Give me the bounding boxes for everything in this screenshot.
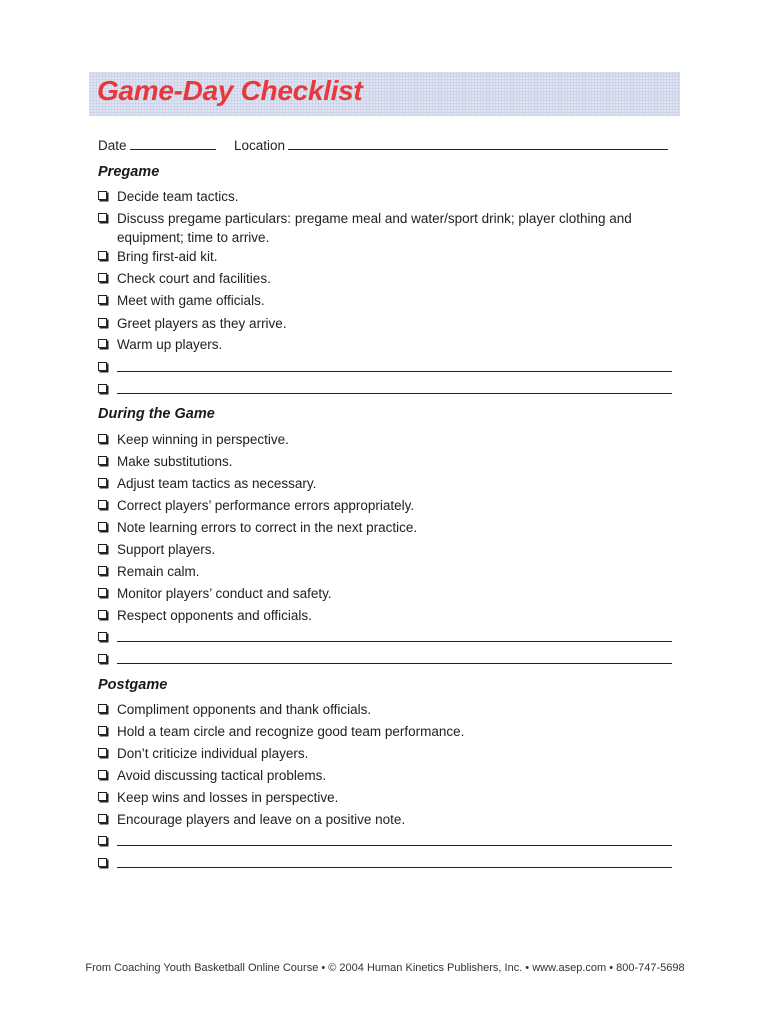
item-text: Hold a team circle and recognize good team performance. — [117, 724, 465, 739]
checkbox-icon[interactable] — [98, 295, 107, 304]
checkbox-icon[interactable] — [98, 748, 107, 757]
checkbox-icon[interactable] — [98, 610, 107, 619]
checkbox-icon[interactable] — [98, 273, 107, 282]
blank-line[interactable] — [117, 628, 672, 642]
checkbox-icon[interactable] — [98, 770, 107, 779]
blank-line[interactable] — [117, 854, 672, 868]
checkbox-icon[interactable] — [98, 456, 107, 465]
item-text: Note learning errors to correct in the next practice. — [117, 520, 418, 535]
checklist-item[interactable] — [98, 744, 674, 763]
item-text: Discuss pregame particulars: pregame meal and water/sport drink; player clothing and equipment; time to arrive. — [117, 211, 632, 245]
checkbox-icon[interactable] — [98, 500, 107, 509]
title-banner — [89, 72, 680, 116]
checklist-item[interactable] — [98, 187, 674, 206]
item-text: Warm up players. — [117, 337, 223, 352]
checklist-item[interactable] — [98, 452, 674, 471]
blank-checklist-item[interactable] — [98, 380, 674, 394]
item-text: Decide team tactics. — [117, 189, 239, 204]
date-blank-line[interactable] — [130, 137, 216, 150]
checklist-item[interactable] — [98, 430, 674, 449]
item-text: Keep winning in perspective. — [117, 432, 289, 447]
checkbox-icon[interactable] — [98, 478, 107, 487]
blank-line[interactable] — [117, 358, 672, 372]
checkbox-icon[interactable] — [98, 814, 107, 823]
item-text: Encourage players and leave on a positive note. — [117, 812, 406, 827]
checkbox-icon[interactable] — [98, 704, 107, 713]
item-text: Remain calm. — [117, 564, 200, 579]
checkbox-icon[interactable] — [98, 362, 107, 371]
checkbox-icon[interactable] — [98, 632, 107, 641]
checklist-item[interactable] — [98, 584, 674, 603]
item-text: Avoid discussing tactical problems. — [117, 768, 327, 783]
checklist-item[interactable] — [98, 788, 674, 807]
blank-checklist-item[interactable] — [98, 628, 674, 642]
checklist-item[interactable] — [98, 766, 674, 785]
header-fields — [98, 137, 673, 155]
checklist-item[interactable] — [98, 314, 674, 333]
location-label: Location — [234, 138, 286, 153]
checkbox-icon[interactable] — [98, 384, 107, 393]
section-heading-during-game: During the Game — [98, 406, 215, 422]
checkbox-icon[interactable] — [98, 544, 107, 553]
item-text: Greet players as they arrive. — [117, 316, 287, 331]
location-blank-line[interactable] — [288, 137, 668, 150]
checkbox-icon[interactable] — [98, 191, 107, 200]
checklist-item[interactable] — [98, 518, 674, 537]
blank-line[interactable] — [117, 832, 672, 846]
item-text: Meet with game officials. — [117, 293, 265, 308]
blank-checklist-item[interactable] — [98, 650, 674, 664]
blank-checklist-item[interactable] — [98, 832, 674, 846]
date-label: Date — [98, 138, 127, 153]
checkbox-icon[interactable] — [98, 836, 107, 845]
item-text: Support players. — [117, 542, 216, 557]
checklist-item[interactable] — [98, 562, 674, 581]
item-text: Keep wins and losses in perspective. — [117, 790, 339, 805]
checkbox-icon[interactable] — [98, 213, 107, 222]
checkbox-icon[interactable] — [98, 339, 107, 348]
section-heading-postgame: Postgame — [98, 677, 168, 693]
checkbox-icon[interactable] — [98, 251, 107, 260]
checkbox-icon[interactable] — [98, 434, 107, 443]
checklist-item[interactable] — [98, 291, 674, 310]
item-text: Don’t criticize individual players. — [117, 746, 309, 761]
page-footer: From Coaching Youth Basketball Online Course • © 2004 Human Kinetics Publishers, Inc. • www.asep.com • 800-747-5698 — [85, 962, 685, 974]
item-text: Compliment opponents and thank officials. — [117, 702, 372, 717]
item-text: Respect opponents and officials. — [117, 608, 312, 623]
checkbox-icon[interactable] — [98, 318, 107, 327]
checklist-item[interactable] — [98, 335, 674, 354]
checklist-item[interactable] — [98, 269, 674, 288]
checklist-item[interactable] — [98, 722, 674, 741]
checklist-item[interactable] — [98, 606, 674, 625]
item-text: Check court and facilities. — [117, 271, 271, 286]
blank-checklist-item[interactable] — [98, 854, 674, 868]
checklist-item[interactable] — [98, 474, 674, 493]
date-field[interactable] — [98, 137, 216, 153]
item-text: Correct players’ performance errors appropriately. — [117, 498, 415, 513]
checkbox-icon[interactable] — [98, 726, 107, 735]
checklist-item[interactable] — [98, 247, 674, 266]
checklist-item[interactable] — [98, 810, 674, 829]
blank-line[interactable] — [117, 380, 672, 394]
item-text: Monitor players’ conduct and safety. — [117, 586, 332, 601]
item-text: Bring first-aid kit. — [117, 249, 218, 264]
checklist-item[interactable] — [98, 496, 674, 515]
checkbox-icon[interactable] — [98, 654, 107, 663]
section-heading-pregame: Pregame — [98, 164, 160, 180]
page-title: Game-Day Checklist — [97, 75, 363, 106]
checkbox-icon[interactable] — [98, 522, 107, 531]
location-field[interactable] — [234, 137, 668, 153]
checkbox-icon[interactable] — [98, 792, 107, 801]
checkbox-icon[interactable] — [98, 858, 107, 867]
checklist-item[interactable] — [98, 700, 674, 719]
item-text: Adjust team tactics as necessary. — [117, 476, 317, 491]
checklist-item[interactable] — [98, 540, 674, 559]
item-text: Make substitutions. — [117, 454, 233, 469]
blank-line[interactable] — [117, 650, 672, 664]
checklist-item[interactable] — [98, 209, 674, 247]
blank-checklist-item[interactable] — [98, 358, 674, 372]
checkbox-icon[interactable] — [98, 566, 107, 575]
checkbox-icon[interactable] — [98, 588, 107, 597]
